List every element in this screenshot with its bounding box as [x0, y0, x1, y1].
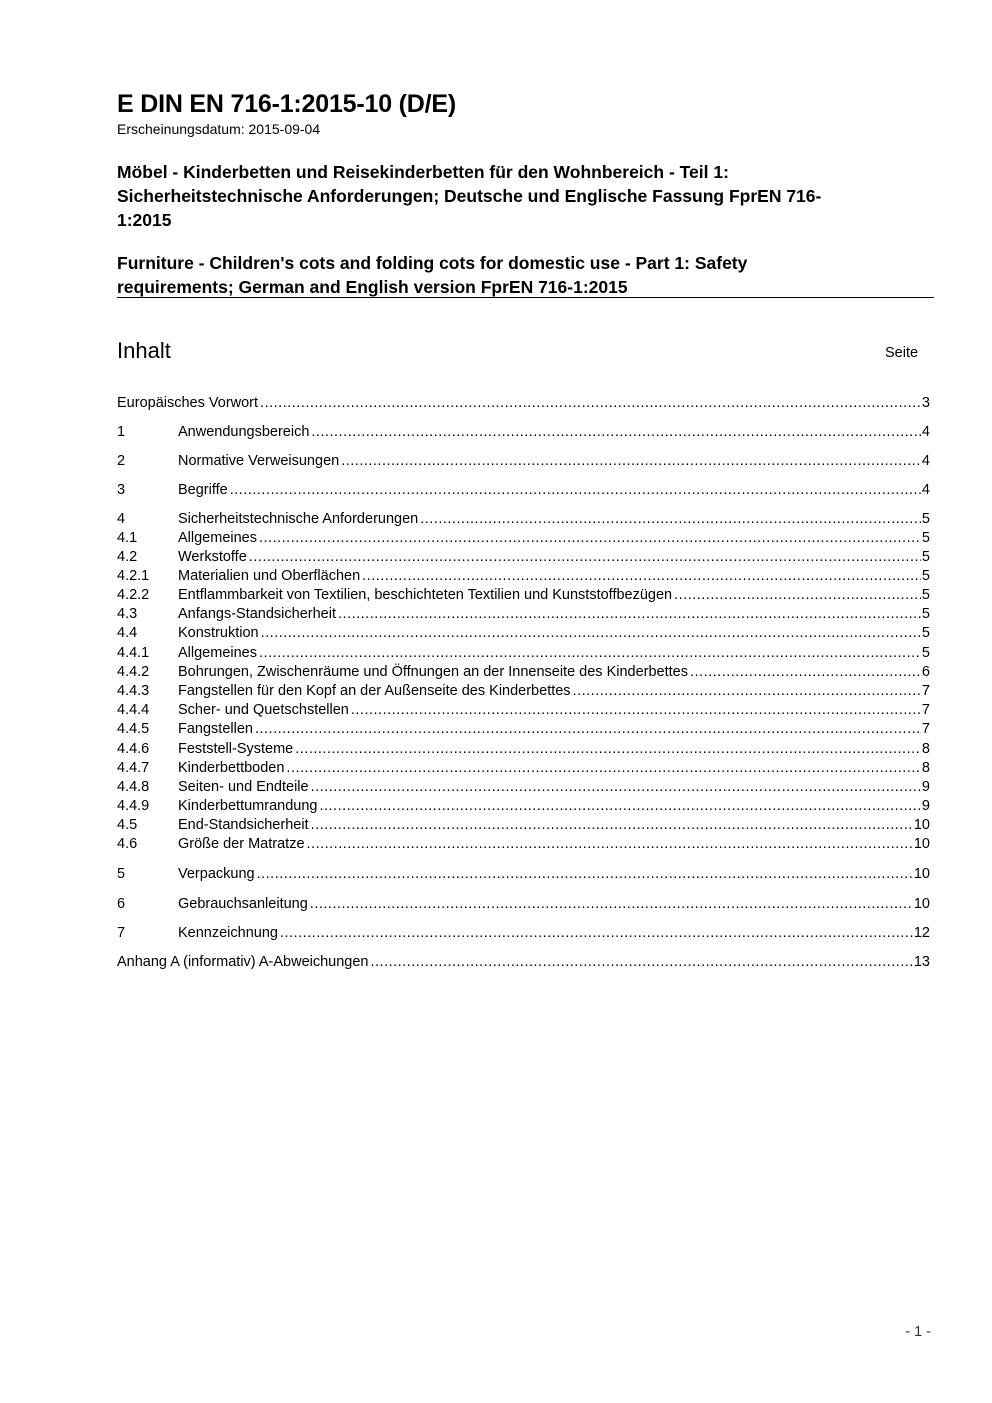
toc-entry-page: 13 [913, 954, 930, 970]
toc-entry-label: Allgemeines [178, 530, 257, 546]
toc-entry-number: 2 [117, 453, 126, 469]
toc-entry-number: 4.1 [117, 530, 138, 546]
toc-entry-page: 3 [921, 395, 930, 411]
toc-entry[interactable] [117, 865, 930, 884]
publication-date: Erscheinungsdatum: 2015-09-04 [117, 121, 321, 137]
toc-entry-page: 5 [921, 587, 930, 603]
toc-entry-label: Begriffe [178, 482, 228, 498]
toc-entry-number: 4.2.1 [117, 568, 150, 584]
toc-entry-page: 10 [913, 836, 930, 852]
toc-entry-number: 4.2 [117, 549, 138, 565]
toc-entry[interactable] [117, 644, 930, 663]
toc-entry-number: 4.6 [117, 836, 138, 852]
toc-entry-label: Fangstellen für den Kopf an der Außenseite des Kinderbettes [178, 683, 571, 699]
toc-entry-label: Verpackung [178, 866, 255, 882]
toc-entry-page: 5 [921, 645, 930, 661]
toc-entry[interactable] [117, 701, 930, 720]
toc-entry[interactable] [117, 452, 930, 471]
document-id: E DIN EN 716-1:2015-10 (D/E) [117, 90, 456, 118]
toc-entry-number: 4.2.2 [117, 587, 150, 603]
toc-entry-number: 4.4.1 [117, 645, 150, 661]
toc-entry-label: Sicherheitstechnische Anforderungen [178, 511, 419, 527]
toc-entry-number: 4.4.4 [117, 702, 150, 718]
toc-entry-label: Kennzeichnung [178, 925, 278, 941]
title-english [117, 251, 747, 299]
title-german-line: Sicherheitstechnische Anforderungen; Deutsche und Englische Fassung FprEN 716- [117, 186, 822, 206]
toc-entry-page: 7 [921, 702, 930, 718]
toc-entry[interactable] [117, 510, 930, 529]
toc-entry-label: Feststell-Systeme [178, 741, 294, 757]
title-divider [117, 297, 934, 298]
toc-entry-page: 5 [921, 568, 930, 584]
toc-entry-label: Anwendungsbereich [178, 424, 310, 440]
toc-entry-page: 5 [921, 549, 930, 565]
toc-entry-label: Europäisches Vorwort [117, 395, 259, 411]
toc-entry-page: 5 [921, 625, 930, 641]
toc-entry-label: Allgemeines [178, 645, 257, 661]
toc-entry-label: Konstruktion [178, 625, 259, 641]
toc-entry-label: Kinderbettumrandung [178, 798, 318, 814]
toc-entry-number: 4.4.2 [117, 664, 150, 680]
toc-entry-label: Scher- und Quetschstellen [178, 702, 349, 718]
toc-entry-page: 9 [921, 779, 930, 795]
toc-entry-page: 8 [921, 760, 930, 776]
title-english-line: requirements; German and English version FprEN 716-1:2015 [117, 277, 628, 297]
toc-entry-number: 4 [117, 511, 126, 527]
title-german-line: Möbel - Kinderbetten und Reisekinderbetten für den Wohnbereich - Teil 1: [117, 162, 729, 182]
toc-entry[interactable] [117, 567, 930, 586]
toc-entry-page: 5 [921, 511, 930, 527]
toc-entry-label: Fangstellen [178, 721, 253, 737]
toc-entry[interactable] [117, 924, 930, 943]
toc-entry-page: 5 [921, 606, 930, 622]
toc-entry-number: 4.4.8 [117, 779, 150, 795]
toc-entry-page: 10 [913, 817, 930, 833]
toc-entry-page: 4 [921, 453, 930, 469]
toc-entry-number: 4.5 [117, 817, 138, 833]
toc-entry[interactable] [117, 720, 930, 739]
toc-entry-page: 12 [913, 925, 930, 941]
toc-entry-page: 7 [921, 721, 930, 737]
toc-entry-page: 8 [921, 741, 930, 757]
toc-entry-label: Anhang A (informativ) A-Abweichungen [117, 954, 369, 970]
toc-entry[interactable] [117, 778, 930, 797]
toc-entry-label: Anfangs-Standsicherheit [178, 606, 336, 622]
toc-entry-page: 4 [921, 424, 930, 440]
toc-entry-label: Normative Verweisungen [178, 453, 340, 469]
toc-entry-page: 7 [921, 683, 930, 699]
toc-entry-page: 9 [921, 798, 930, 814]
page-number: - 1 - [905, 1324, 931, 1340]
toc-entry[interactable] [117, 895, 930, 914]
toc-entry[interactable] [117, 663, 930, 682]
toc-entry-number: 4.4.6 [117, 741, 150, 757]
toc-entry-number: 4.4.5 [117, 721, 150, 737]
toc-entry[interactable] [117, 816, 930, 835]
toc-entry-page: 5 [921, 530, 930, 546]
toc-entry-label: Kinderbettboden [178, 760, 285, 776]
toc-entry-label: End-Standsicherheit [178, 817, 309, 833]
toc-entry-label: Bohrungen, Zwischenräume und Öffnungen an der Innenseite des Kinderbettes [178, 664, 688, 680]
toc-entry[interactable] [117, 548, 930, 567]
toc-entry-page: 10 [913, 896, 930, 912]
toc-page-column-label: Seite [885, 345, 919, 361]
toc-entry-page: 4 [921, 482, 930, 498]
toc-entry[interactable] [117, 682, 930, 701]
toc-heading: Inhalt [117, 338, 171, 363]
title-german-line: 1:2015 [117, 210, 172, 230]
toc-entry[interactable] [117, 797, 930, 816]
toc-entry[interactable] [117, 605, 930, 624]
toc-entry[interactable] [117, 759, 930, 778]
toc-entry[interactable] [117, 624, 930, 643]
title-english-line: Furniture - Children's cots and folding cots for domestic use - Part 1: Safety [117, 253, 748, 273]
toc-entry-label: Seiten- und Endteile [178, 779, 309, 795]
toc-entry-number: 4.4.7 [117, 760, 150, 776]
toc-entry-number: 4.3 [117, 606, 138, 622]
toc-entry[interactable] [117, 529, 930, 548]
toc-entry-label: Werkstoffe [178, 549, 247, 565]
toc-entry[interactable] [117, 953, 930, 972]
toc-entry[interactable] [117, 394, 930, 413]
toc-entry[interactable] [117, 423, 930, 442]
toc-entry-number: 3 [117, 482, 126, 498]
toc-entry-page: 6 [921, 664, 930, 680]
toc-entry[interactable] [117, 835, 930, 854]
toc-entry-label: Gebrauchsanleitung [178, 896, 308, 912]
toc-entry-number: 7 [117, 925, 126, 941]
toc-entry-number: 5 [117, 866, 126, 882]
toc-entry-number: 1 [117, 424, 126, 440]
toc-entry-page: 10 [913, 866, 930, 882]
toc-entry-label: Entflammbarkeit von Textilien, beschichteten Textilien und Kunststoffbezügen [178, 587, 673, 603]
toc-entry-number: 6 [117, 896, 126, 912]
toc-entry-label: Materialien und Oberflächen [178, 568, 361, 584]
toc-entry[interactable] [117, 586, 930, 605]
toc-entry-number: 4.4 [117, 625, 138, 641]
toc-entry[interactable] [117, 481, 930, 500]
toc-entry-number: 4.4.9 [117, 798, 150, 814]
title-german [117, 160, 821, 232]
toc-entry-number: 4.4.3 [117, 683, 150, 699]
toc-entry-label: Größe der Matratze [178, 836, 305, 852]
toc-entry[interactable] [117, 740, 930, 759]
